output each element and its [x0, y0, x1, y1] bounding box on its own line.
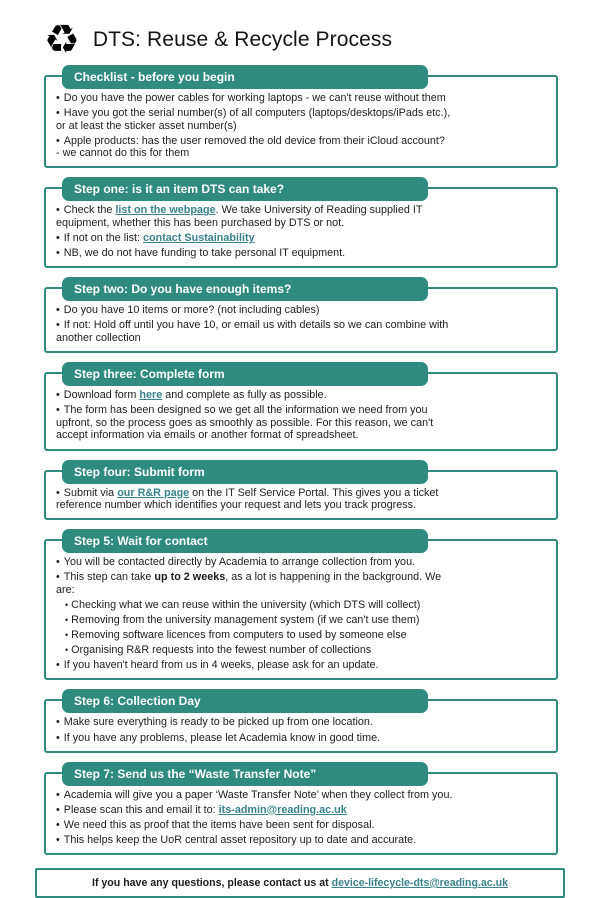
document-header — [44, 17, 558, 63]
bullet-icon: • — [56, 232, 60, 245]
bullet-icon: • — [56, 92, 60, 104]
text-segment: If you haven't heard from us in 4 weeks, please ask for an update. — [63, 659, 379, 672]
bullet-icon: • — [56, 659, 60, 672]
link-here[interactable]: here — [139, 389, 163, 402]
bullet-icon: • — [56, 571, 60, 584]
bullet-icon: • — [56, 247, 60, 260]
text-segment: Organising R&R requests into the fewest number of collections — [71, 644, 372, 657]
sub-list-item — [56, 629, 550, 642]
list-item — [56, 804, 550, 817]
sub-list-item — [56, 599, 550, 612]
section-header: Step one: is it an item DTS can take? — [62, 177, 428, 201]
list-item — [56, 389, 550, 402]
text-segment: If not on the list: — [63, 232, 144, 245]
text-segment: Check the — [63, 204, 116, 217]
text-segment: This helps keep the UoR central asset repository up to date and accurate. — [63, 833, 417, 846]
text-segment: Do you have 10 items or more? (not including cables) — [63, 304, 320, 317]
section-header: Step 5: Wait for contact — [62, 529, 428, 553]
list-item — [56, 247, 550, 260]
text-segment: You will be contacted directly by Academia to arrange collection from you. — [63, 556, 416, 569]
bullet-icon: • — [56, 404, 60, 417]
text-segment: or at least the sticker asset number(s) — [56, 119, 237, 132]
bullet-icon: • — [65, 630, 69, 641]
list-item — [56, 556, 550, 569]
list-item — [56, 135, 550, 160]
bullet-icon: • — [56, 788, 60, 801]
text-segment: are: — [56, 583, 75, 596]
sections-container — [44, 70, 558, 855]
section-header: Step two: Do you have enough items? — [62, 277, 428, 301]
text-segment: accept information via emails or another format of spreadsheet. — [56, 429, 359, 442]
link-list-on-the-webpage[interactable]: list on the webpage — [115, 204, 216, 217]
list-item — [56, 204, 550, 229]
text-segment: another collection — [56, 332, 141, 345]
bullet-icon: • — [65, 615, 69, 626]
bullet-icon: • — [56, 833, 60, 846]
text-segment: on the IT Self Service Portal. This gives you a ticket — [189, 486, 439, 499]
bullet-icon: • — [65, 599, 69, 610]
text-segment: This step can take — [63, 571, 155, 584]
link-our-r-r-page[interactable]: our R&R page — [117, 486, 190, 499]
list-item — [56, 732, 550, 745]
bullet-icon: • — [65, 645, 69, 656]
section-step-6-collection-day — [44, 694, 558, 752]
text-segment: Removing software licences from computers to used by someone else — [71, 629, 407, 642]
link-its-admin-reading-ac-uk[interactable]: its-admin@reading.ac.uk — [218, 803, 347, 816]
section-header: Step 7: Send us the “Waste Transfer Note” — [62, 762, 428, 786]
bullet-icon: • — [56, 803, 60, 816]
sub-list-item — [56, 644, 550, 657]
text-segment: Download form — [63, 389, 140, 402]
list-item — [56, 304, 550, 317]
text-segment: Submit via — [63, 486, 118, 499]
link-device-lifecycle-dts-reading-ac-uk[interactable]: device-lifecycle-dts@reading.ac.uk — [331, 877, 508, 889]
bullet-icon: • — [56, 389, 60, 402]
sub-list-item — [56, 614, 550, 627]
bullet-icon: • — [56, 716, 60, 729]
list-item — [56, 789, 550, 802]
bullet-icon: • — [56, 486, 60, 499]
section-step-5-wait-for-contact — [44, 534, 558, 680]
bullet-icon: • — [56, 134, 60, 147]
bullet-icon: • — [56, 204, 60, 217]
text-segment: up to 2 weeks — [154, 571, 226, 584]
section-header: Checklist - before you begin — [62, 65, 428, 89]
text-segment: Do you have the power cables for working laptops - we can't reuse without them — [63, 92, 446, 104]
bullet-icon: • — [56, 304, 60, 317]
text-segment: . We take University of Reading supplied IT — [215, 204, 423, 217]
bullet-icon: • — [56, 731, 60, 744]
text-segment: Make sure everything is ready to be picked up from one location. — [63, 716, 373, 729]
section-step-7-send-us-the-waste-transfer-note — [44, 766, 558, 855]
section-step-two-do-you-have-enough-items — [44, 282, 558, 353]
section-header: Step 6: Collection Day — [62, 689, 428, 713]
list-item — [56, 834, 550, 847]
text-segment: The form has been designed so we get all the information we need from you — [63, 404, 428, 417]
list-item — [56, 571, 550, 596]
text-segment: If you have any questions, please contact us at — [92, 877, 332, 889]
text-segment: Removing from the university management system (if we can't use them) — [71, 614, 420, 627]
section-checklist-before-you-begin — [44, 70, 558, 168]
link-contact-sustainability[interactable]: contact Sustainability — [143, 232, 255, 245]
section-step-four-submit-form — [44, 464, 558, 521]
text-segment: If you have any problems, please let Academia know in good time. — [63, 731, 381, 744]
text-segment: Academia will give you a paper ‘Waste Transfer Note’ when they collect from you. — [63, 788, 453, 801]
text-segment: equipment, whether this has been purchased by DTS or not. — [56, 217, 345, 230]
bullet-icon: • — [56, 818, 60, 831]
list-item — [56, 659, 550, 672]
list-item — [56, 819, 550, 832]
text-segment: NB, we do not have funding to take personal IT equipment. — [63, 247, 346, 260]
text-segment: We need this as proof that the items have been sent for disposal. — [63, 818, 375, 831]
text-segment: upfront, so the process goes as smoothly as possible. For this reason, we can't — [56, 416, 434, 429]
text-segment: and complete as fully as possible. — [162, 389, 327, 402]
section-header: Step four: Submit form — [62, 460, 428, 484]
list-item — [56, 232, 550, 245]
section-step-one-is-it-an-item-dts-can-take — [44, 182, 558, 268]
text-segment: reference number which identifies your request and lets you track progress. — [56, 499, 417, 512]
list-item — [56, 319, 550, 344]
text-segment: Checking what we can reuse within the university (which DTS will collect) — [71, 598, 421, 611]
list-item — [56, 404, 550, 442]
section-step-three-complete-form — [44, 367, 558, 450]
text-segment: Please scan this and email it to: — [63, 803, 219, 816]
recycle-icon: ♻ — [44, 17, 80, 63]
text-segment: Apple products: has the user removed the old device from their iCloud account? — [63, 134, 445, 147]
page-title: DTS: Reuse & Recycle Process — [92, 28, 393, 51]
text-segment: Have you got the serial number(s) of all computers (laptops/desktops/iPads etc.), — [63, 107, 451, 120]
list-item — [56, 92, 550, 105]
text-segment: , as a lot is happening in the background. We — [225, 571, 442, 584]
bullet-icon: • — [56, 107, 60, 120]
bullet-icon: • — [56, 319, 60, 332]
list-item — [56, 716, 550, 729]
list-item — [56, 487, 550, 512]
bullet-icon: • — [56, 556, 60, 569]
footer-note — [35, 868, 565, 898]
text-segment: If not: Hold off until you have 10, or email us with details so we can combine with — [63, 319, 449, 332]
text-segment: - we cannot do this for them — [56, 147, 190, 160]
list-item — [56, 107, 550, 132]
section-header: Step three: Complete form — [62, 362, 428, 386]
